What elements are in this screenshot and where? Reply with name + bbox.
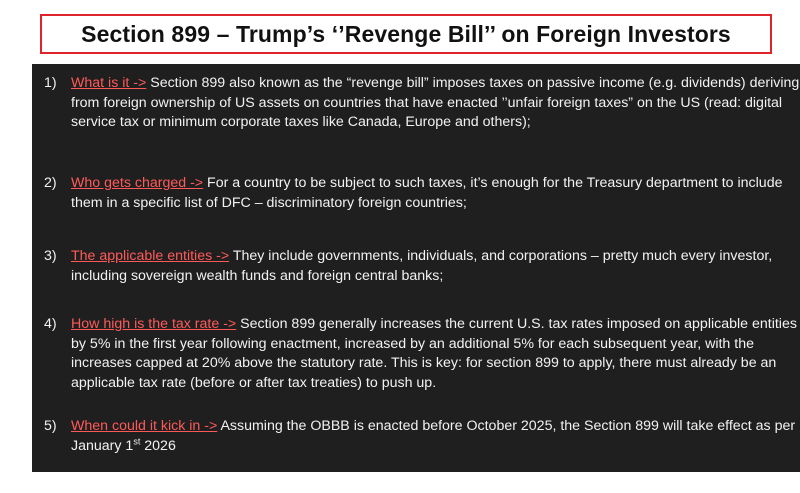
- item-text: Section 899 generally increases the current U.S. tax rates imposed on applicable entities by 5% in the first year following enactment, increased by an additional 5% for each subsequent year, with the increases capped at 20% above the statutory rate. This is key: for section 899 to apply, there must already be an applicable tax rate (before or after tax treaties) to push up.: [71, 316, 797, 391]
- item-key-link[interactable]: The applicable entities ->: [71, 248, 230, 264]
- item-body: [71, 74, 800, 133]
- item-key-link[interactable]: How high is the tax rate ->: [71, 316, 237, 332]
- content-panel: [32, 64, 800, 472]
- item-number: 5): [44, 418, 57, 434]
- title-box: [40, 14, 772, 54]
- item-body: [71, 315, 800, 393]
- item-key-link[interactable]: Who gets charged ->: [71, 175, 204, 191]
- page-title: Section 899 – Trump’s ‘’Revenge Bill’’ on Foreign Investors: [81, 20, 731, 47]
- item-key-link[interactable]: When could it kick in ->: [71, 418, 218, 434]
- item-body: [71, 417, 800, 456]
- item-body: [71, 174, 800, 213]
- item-body: [71, 247, 800, 286]
- item-text: Assuming the OBBB is enacted before October 2025, the Section 899 will take effect as per January 1: [71, 418, 796, 454]
- item-text: Section 899 also known as the “revenge bill” imposes taxes on passive income (e.g. dividends) deriving from foreign ownership of US assets on countries that have enacted ’’unfair foreign taxes” on the US (read: digital service tax or minimum corporate taxes like Canada, Europe and others);: [71, 75, 800, 131]
- item-key-link[interactable]: What is it ->: [71, 75, 147, 91]
- item-number: 3): [44, 248, 57, 264]
- item-text: They include governments, individuals, and corporations – pretty much every investor, including sovereign wealth funds and foreign central banks;: [71, 248, 773, 284]
- item-number: 1): [44, 75, 57, 91]
- item-number: 4): [44, 316, 57, 332]
- item-number: 2): [44, 175, 57, 191]
- item-text: For a country to be subject to such taxes, it’s enough for the Treasury department to include them in a specific list of DFC – discriminatory foreign countries;: [71, 175, 783, 211]
- superscript-ordinal: st: [133, 435, 141, 446]
- item-text-end: 2026: [140, 437, 176, 454]
